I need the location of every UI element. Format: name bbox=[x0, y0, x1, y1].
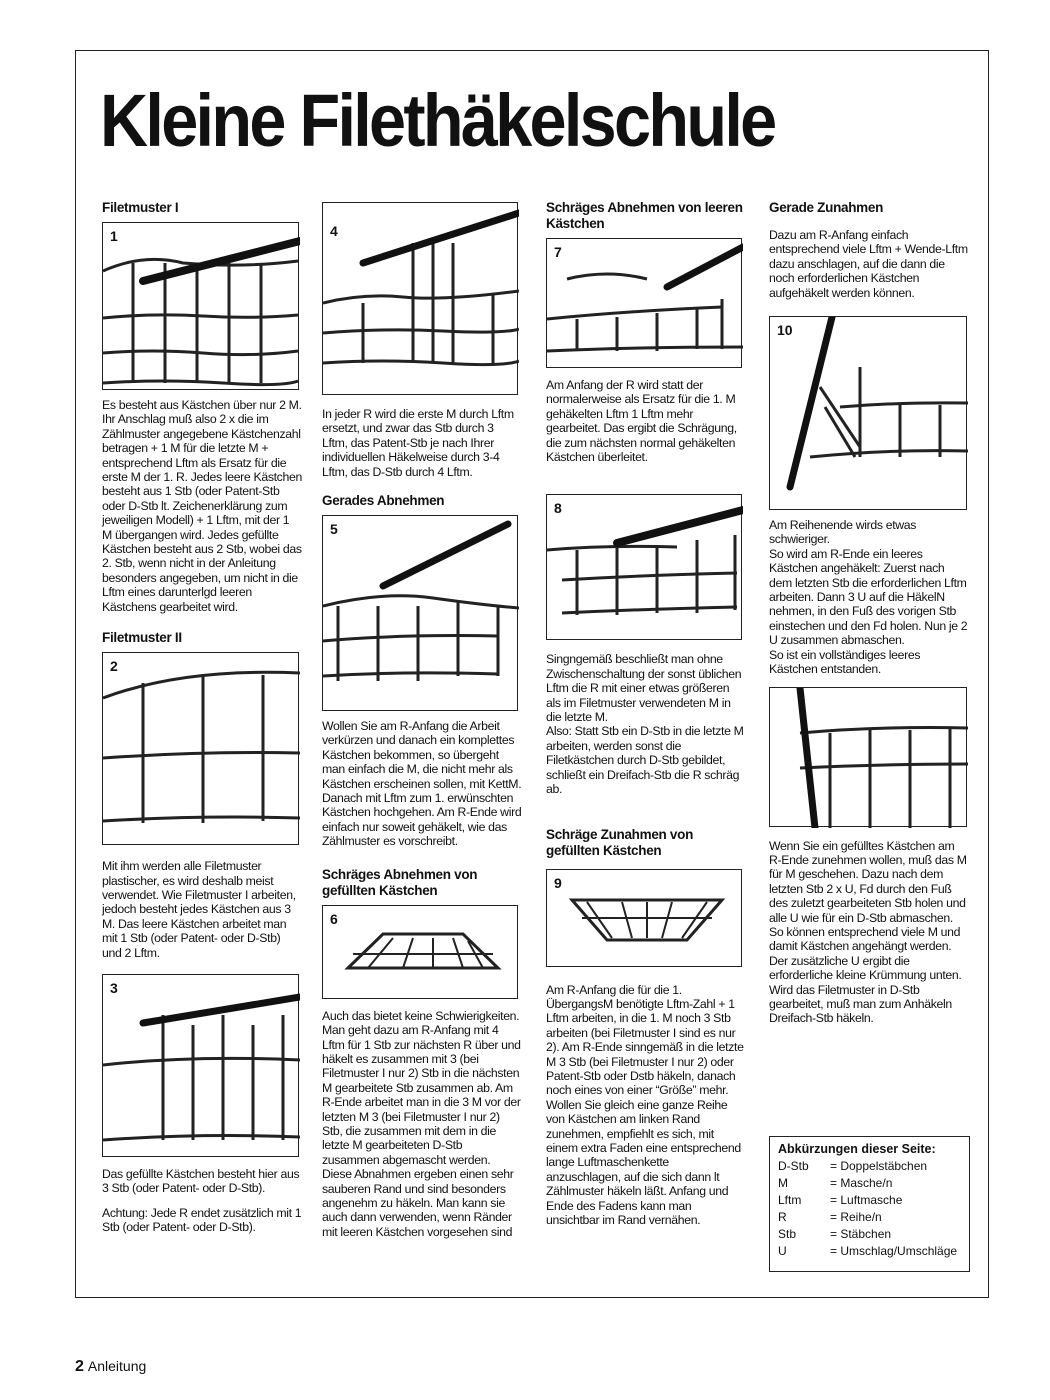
crochet-grid-illustration bbox=[547, 239, 743, 369]
figure-1 bbox=[102, 222, 299, 390]
crochet-grid-illustration bbox=[103, 223, 300, 391]
page-title: Kleine Filethäkelschule bbox=[100, 79, 775, 162]
figure-4 bbox=[322, 202, 518, 395]
page-footer bbox=[75, 1358, 146, 1376]
figure-number: 10 bbox=[777, 322, 793, 339]
heading-schraeges-abnehmen-leer: Schräges Abnehmen von leeren Kästchen bbox=[546, 200, 743, 231]
crochet-shape-illustration bbox=[547, 870, 743, 968]
heading-gerades-abnehmen: Gerades Abnehmen bbox=[322, 493, 445, 509]
figure-3 bbox=[102, 974, 299, 1157]
figure-6 bbox=[322, 905, 518, 999]
figure-number: 5 bbox=[330, 521, 338, 538]
table-row: U = Umschlag/Umschläge bbox=[778, 1244, 958, 1258]
page-number: 2 bbox=[75, 1358, 84, 1375]
paragraph: In jeder R wird die erste M durch Lftm ersetzt, und zwar das Stb durch 3 Lftm, das Patent-Stb je nach Ihrer individuellen Häkelweise durch 3-4 Lftm, das D-Stb durch 4 Lftm. bbox=[322, 407, 514, 479]
paragraph: Auch das bietet keine Schwierigkeiten. Man geht dazu am R-Anfang mit 4 Lftm für 1 Stb zur nächsten R über und häkelt es zusammen mit 3 (bei Filetmuster I nur 2) Stb in die nächsten M gearbeitete Stb zusammen ab. Am R-Ende arbeitet man in die 3 M vor der letzten M 3 (bei Filetmuster I nur 2) Stb, die zusammen mit dem in die letzte M gearbeiteten D-Stb zusammen abgemascht werden. Diese Abnahmen ergeben einen sehr sauberen Rand und sind besonders angenehm zu häkeln. Man kann sie auch dann verwenden, wenn Ränder mit leeren Kästchen vorgesehen sind bbox=[322, 1008, 521, 1239]
abbreviations-table bbox=[778, 1159, 957, 1261]
figure-11 bbox=[769, 687, 967, 827]
crochet-grid-illustration bbox=[770, 688, 968, 828]
paragraph: Am R-Anfang die für die 1. ÜbergangsM benötigte Lftm-Zahl + 1 Lftm arbeiten, in die 1. M noch 3 Stb arbeiten (bei Filetmuster I sind es nur 2). Am R-Ende sinngemäß in die letzte M 3 Stb (bei Filetmuster I nur 2) oder Patent-Stb oder Dstb häkeln, danach noch eines von einer “Größe” mehr. Wollen Sie gleich eine ganze Reihe von Kästchen am linken Rand zunehmen, empfiehlt es sich, mit einem extra Faden eine entsprechend lange Luftmaschenkette anzuschlagen, auf die sich dann lt Zählmuster häkeln läßt. Anfang und Ende des Fadens kann man unsichtbar im Rand vernähen. bbox=[546, 982, 744, 1227]
heading-gerade-zunahmen: Gerade Zunahmen bbox=[769, 200, 884, 215]
figure-7 bbox=[546, 238, 742, 368]
crochet-grid-illustration bbox=[323, 203, 519, 396]
paragraph: Dazu am R-Anfang einfach entsprechend viele Lftm + Wende-Lftm dazu anschlagen, auf die dann die noch erforderlichen Kästchen aufgehäkelt werden können. bbox=[769, 228, 968, 300]
paragraph: Das gefüllte Kästchen besteht hier aus 3 Stb (oder Patent- oder D-Stb). bbox=[102, 1166, 300, 1196]
abbreviations-title: Abkürzungen dieser Seite: bbox=[778, 1142, 936, 1156]
column-4 bbox=[769, 200, 969, 1036]
footer-label: Anleitung bbox=[87, 1358, 147, 1374]
paragraph: Am Anfang der R wird statt der normalerweise als Ersatz für die 1. M gehäkelten Lftm 1 Lftm mehr gearbeitet. Das ergibt die Schrägung, die zum nächsten normal gehäkelten Kästchen überleitet. bbox=[546, 378, 737, 465]
column-1 bbox=[102, 200, 302, 1245]
paragraph: Achtung: Jede R endet zusätzlich mit 1 Stb (oder Patent- oder D-Stb). bbox=[102, 1205, 302, 1235]
paragraph: Am Reihenende wirds etwas schwieriger. bbox=[769, 518, 917, 547]
figure-number: 8 bbox=[554, 500, 562, 517]
paragraph: Wollen Sie am R-Anfang die Arbeit verkürzen und danach ein komplettes Kästchen bekommen, so übergeht man einfach die M, die nicht mehr als Kästchen erscheinen sollen, mit KettM. Danach mit Lftm zum 1. erwünschten Kästchen hochgehen. Am R-Ende wird einfach nur soweit gehäkelt, wie das Zählmuster es vorschreibt. bbox=[322, 719, 522, 849]
figure-number: 3 bbox=[110, 979, 118, 996]
column-3 bbox=[546, 200, 746, 1237]
crochet-grid-illustration bbox=[103, 975, 300, 1158]
figure-number: 4 bbox=[330, 223, 338, 239]
table-row: R = Reihe/n bbox=[778, 1210, 882, 1224]
table-row: M = Masche/n bbox=[778, 1176, 893, 1190]
table-row: Lftm = Luftmasche bbox=[778, 1193, 903, 1207]
crochet-grid-illustration bbox=[770, 317, 968, 511]
table-row: Stb = Stäbchen bbox=[778, 1227, 892, 1241]
column-2 bbox=[322, 202, 522, 1249]
paragraph: Es besteht aus Kästchen über nur 2 M. Ihr Anschlag muß also 2 x die im Zählmuster angegebene Kästchenzahl betragen + 1 M für die letzte M + entsprechend Lftm als Ersatz für die erste M der 1. R. Jedes leere Kästchen besteht aus 1 Stb (oder Patent-Stb oder D-Stb lt. Zeichenerklärung zum jeweiligen Modell) + 1 Lftm, mit der 1 M übergangen wird. Jedes gefüllte Kästchen besteht aus 2 Stb, wobei das 2. Stb, wenn nicht in der Anleitung besonders angegeben, um nicht in die Lftm eines darunterlgd leeren Kästchens gearbeitet wird. bbox=[102, 398, 302, 614]
figure-9 bbox=[546, 869, 742, 967]
heading-filetmuster-2: Filetmuster II bbox=[102, 630, 182, 646]
figure-number: 9 bbox=[554, 874, 562, 891]
abbreviations-box bbox=[769, 1136, 970, 1272]
figure-number: 6 bbox=[330, 910, 338, 927]
table-row: D-Stb = Doppelstäbchen bbox=[778, 1159, 928, 1173]
heading-schraeges-abnehmen-gefuellt: Schräges Abnehmen von gefüllten Kästchen bbox=[322, 866, 478, 898]
figure-2 bbox=[102, 652, 299, 845]
crochet-shape-illustration bbox=[323, 906, 519, 1000]
paragraph: So ist ein vollständiges leeres Kästchen entstanden. bbox=[769, 647, 921, 677]
crochet-grid-illustration bbox=[103, 653, 300, 846]
figure-5 bbox=[322, 515, 518, 711]
heading-schraege-zunahmen: Schräge Zunahmen von gefüllten Kästchen bbox=[546, 826, 694, 858]
paragraph: So wird am R-Ende ein leeres Kästchen angehäkelt: Zuerst nach dem letzten Stb die erforderlichen Lftm arbeiten. Dann 3 U auf die HäkelN nehmen, in den Fuß des vorigen Stb einstechen und den Fd holen. Nun je 2 U zusammen abmaschen. bbox=[769, 546, 968, 648]
figure-number: 2 bbox=[110, 658, 118, 675]
figure-8 bbox=[546, 494, 742, 640]
figure-number: 1 bbox=[110, 228, 118, 244]
paragraph: Mit ihm werden alle Filetmuster plastischer, es wird deshalb meist verwendet. Wie Filetmuster I arbeiten, jedoch besteht jedes Kästchen aus 3 M. Das leere Kästchen arbeitet man mit 1 Stb (oder Patent- oder D-Stb) und 2 Lftm. bbox=[102, 859, 296, 960]
figure-number: 7 bbox=[554, 244, 562, 260]
figure-10 bbox=[769, 316, 967, 510]
crochet-grid-illustration bbox=[323, 516, 519, 712]
paragraph: Singngemäß beschließt man ohne Zwischenschaltung der sonst üblichen Lftm die R mit einer etwas größeren als im Filetmuster verwendeten M in die letzte M. bbox=[546, 652, 742, 725]
paragraph: Also: Statt Stb ein D-Stb in die letzte M arbeiten, werden sonst die Filetkästchen durch D-Stb gebildet, schließt ein Dreifach-Stb die R schräg ab. bbox=[546, 724, 744, 797]
paragraph: Wenn Sie ein gefülltes Kästchen am R-Ende zunehmen wollen, muß das M für M geschehen. Dazu nach dem letzten Stb 2 x U, Fd durch den Fuß des zuletzt gearbeiteten Stb holen und alle U wie für ein D-Stb abmaschen. So können entsprechend viele M und damit Kästchen angehängt werden. Der zusätzliche U ergibt die erforderliche kleine Krümmung unten. Wird das Filetmuster in D-Stb gearbeitet, muß man zum Anhäkeln Dreifach-Stb häkeln. bbox=[769, 838, 967, 1026]
crochet-grid-illustration bbox=[547, 495, 743, 641]
heading-filetmuster-1: Filetmuster I bbox=[102, 200, 179, 215]
